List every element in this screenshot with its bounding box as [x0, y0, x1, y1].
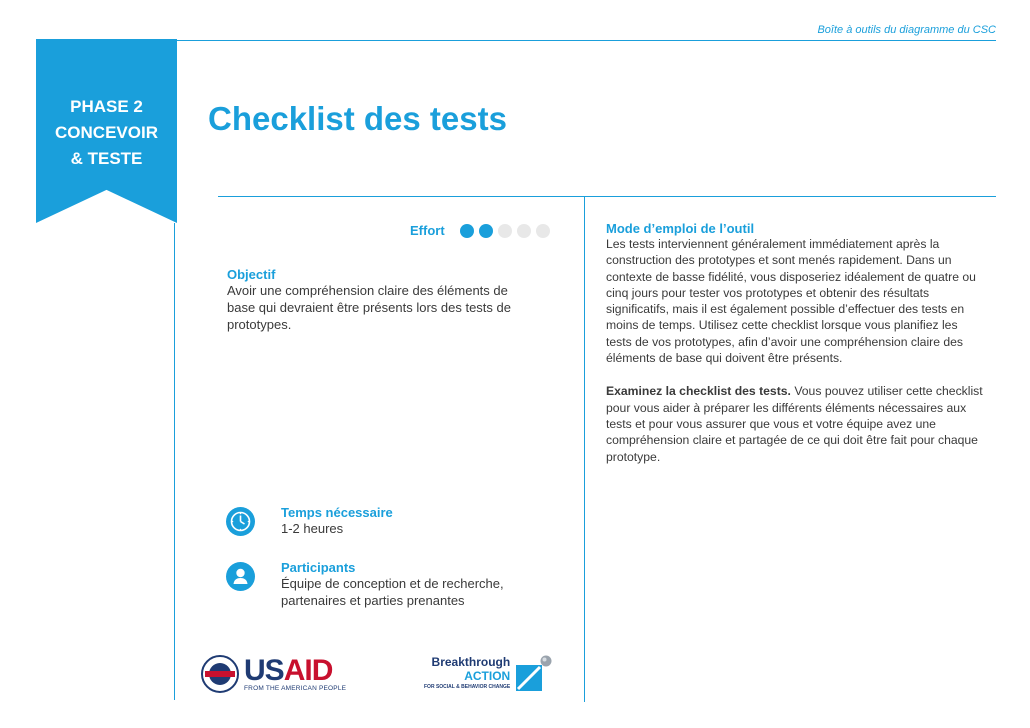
phase-stage: CONCEVOIR — [55, 123, 158, 142]
effort-dot — [498, 224, 512, 238]
ba-line-3: FOR SOCIAL & BEHAVIOR CHANGE — [424, 684, 511, 690]
person-icon — [226, 562, 255, 591]
mode-emploi-section — [606, 221, 986, 465]
usaid-seal-icon — [201, 655, 239, 693]
paragraph-2-bold: Examinez la checklist des tests. — [606, 384, 791, 399]
time-heading: Temps nécessaire — [281, 505, 393, 520]
usaid-aid: AID — [283, 653, 333, 687]
usaid-tagline: FROM THE AMERICAN PEOPLE — [244, 684, 347, 692]
title-rule — [218, 196, 996, 197]
ba-line-2: ACTION — [464, 669, 511, 683]
page-title: Checklist des tests — [208, 100, 507, 137]
effort-dot — [517, 224, 531, 238]
toolbox-header: Boîte à outils du diagramme du CSC — [817, 24, 996, 36]
column-divider — [584, 197, 585, 702]
effort-label: Effort — [410, 223, 445, 238]
participants-value: Équipe de conception et de recherche, partenaires et parties prenantes — [281, 576, 504, 608]
ba-line-1: Breakthrough — [431, 655, 511, 669]
left-rule — [174, 223, 175, 700]
objectif-heading: Objectif — [227, 267, 276, 282]
phase-label: PHASE 2 — [70, 97, 143, 116]
header-rule — [176, 40, 996, 41]
time-required — [226, 505, 561, 537]
phase-stage-2: & TESTE — [70, 149, 143, 168]
clock-icon — [226, 507, 255, 536]
effort-rating — [410, 223, 555, 238]
ba-mark-icon — [516, 655, 552, 693]
effort-dot — [479, 224, 493, 238]
paragraph-2-rest: Vous pouvez utiliser cette checklist pour vous aider à préparer les différents éléments nécessaires aux tests et pour vous assurer que vous et votre équipe avez une compréhension claire et partagée de ce qui doit être fait pour chaque prototype. — [606, 384, 983, 464]
participants — [226, 560, 561, 609]
effort-dots — [460, 224, 555, 238]
effort-dot — [536, 224, 550, 238]
usaid-logo — [201, 655, 346, 693]
mode-emploi-heading: Mode d’emploi de l’outil — [606, 221, 755, 236]
mode-emploi-paragraph-1: Les tests interviennent généralement immédiatement après la construction des prototypes et sont menés rapidement. Dans un contexte de basse fidélité, vous disposeriez idéalement de quatre ou cinq jours pour tester vos prototypes et obtenir des résultats significatifs, mais il est également possible d’effectuer des tests en moins de temps. Utilisez cette checklist lorsque vous planifiez les tests de vos prototypes, afin d’avoir une compréhension claire des éléments de base qui doivent être présents. — [606, 237, 976, 366]
time-value: 1-2 heures — [281, 521, 344, 536]
mode-emploi-paragraph-2 — [606, 383, 986, 464]
usaid-us: US — [244, 653, 284, 687]
objectif-text: Avoir une compréhension claire des éléments de base qui devraient être présents lors des tests de prototypes. — [227, 283, 511, 332]
participants-heading: Participants — [281, 560, 356, 575]
breakthrough-action-logo — [424, 655, 552, 693]
objectif-section — [227, 267, 527, 333]
phase-banner-text — [36, 94, 177, 172]
effort-dot — [460, 224, 474, 238]
